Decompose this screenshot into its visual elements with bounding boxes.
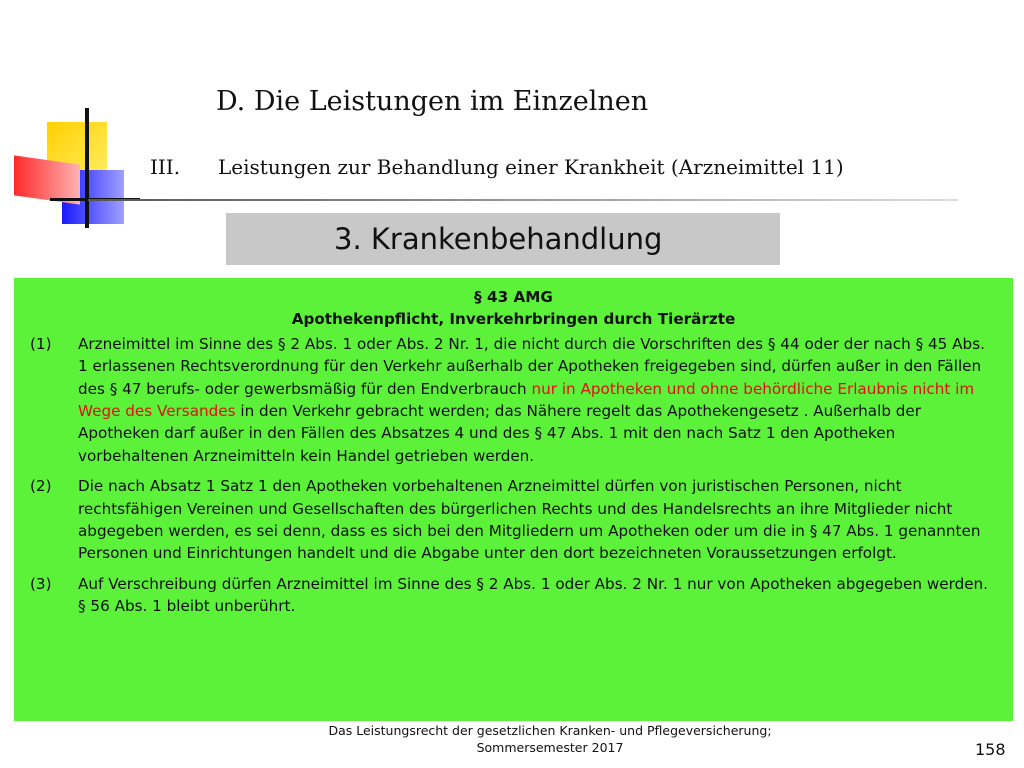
paragraph-text-part: in den Verkehr gebracht werden; das Nähere regelt das Apothekengesetz . Außerhalb der Apotheken darf außer in den Fällen des Absatzes 4 und des § 47 Abs. 1 mit den nach Satz 1 den Apotheken vorbehaltenen Arzneimitteln kein Handel getrieben werden. [78, 402, 922, 465]
law-paragraph-1 [28, 333, 999, 467]
law-paragraph-3 [28, 573, 999, 618]
law-heading: § 43 AMG [474, 288, 553, 306]
subtitle-number: III. [150, 155, 181, 179]
section-heading: 3. Krankenbehandlung [334, 222, 663, 256]
subtitle-text: Leistungen zur Behandlung einer Krankheit (Arzneimittel 11) [218, 155, 844, 179]
paragraph-text: Auf Verschreibung dürfen Arzneimittel im Sinne des § 2 Abs. 1 oder Abs. 2 Nr. 1 nur von Apotheken abgegeben werden. § 56 Abs. 1 bleibt unberührt. [78, 574, 989, 616]
slide-subtitle [150, 155, 844, 179]
page-number: 158 [975, 740, 1006, 759]
footer [300, 722, 800, 756]
paragraph-highlight: nur in Apotheken und ohne behördliche Erlaubnis nicht im Wege des Versandes [78, 379, 975, 421]
header-rule [88, 199, 958, 201]
paragraph-number: (3) [30, 574, 52, 593]
paragraph-number: (2) [30, 477, 52, 496]
law-paragraph-2 [28, 475, 999, 565]
footer-line-2: Sommersemester 2017 [476, 740, 624, 755]
law-text-box [14, 278, 1013, 721]
footer-line-1: Das Leistungsrecht der gesetzlichen Kranken- und Pflegeversicherung; [328, 723, 772, 738]
section-heading-box [226, 213, 780, 265]
paragraph-text [78, 333, 999, 467]
decorative-logo [0, 0, 210, 240]
paragraph-text: Die nach Absatz 1 Satz 1 den Apotheken vorbehaltenen Arzneimittel dürfen von juristischen Personen, nicht rechtsfähigen Vereinen und Gesellschaften des bürgerlichen Rechts und des Handelsrechts an ihre Mitglieder nicht abgegeben werden, es sei denn, dass es sich bei den Mitgliedern um Apotheken oder um die in § 47 Abs. 1 genannten Personen und Einrichtungen handelt und die Abgabe unter den dort bezeichneten Voraussetzungen erfolgt. [78, 477, 981, 563]
logo-vertical-line [85, 108, 89, 228]
slide-title: D. Die Leistungen im Einzelnen [216, 86, 649, 117]
paragraph-number: (1) [30, 334, 52, 353]
law-subheading: Apothekenpflicht, Inverkehrbringen durch Tierärzte [291, 310, 736, 329]
paragraph-text-part: Arzneimittel im Sinne des § 2 Abs. 1 oder Abs. 2 Nr. 1, die nicht durch die Vorschriften des § 44 oder der nach § 45 Abs. 1 erlassenen Rechtsverordnung für den Verkehr außerhalb der Apotheken freigegeben sind, dürfen außer in den Fällen des § 47 berufs- oder gewerbsmäßig für den Endverbrauch [78, 334, 985, 398]
